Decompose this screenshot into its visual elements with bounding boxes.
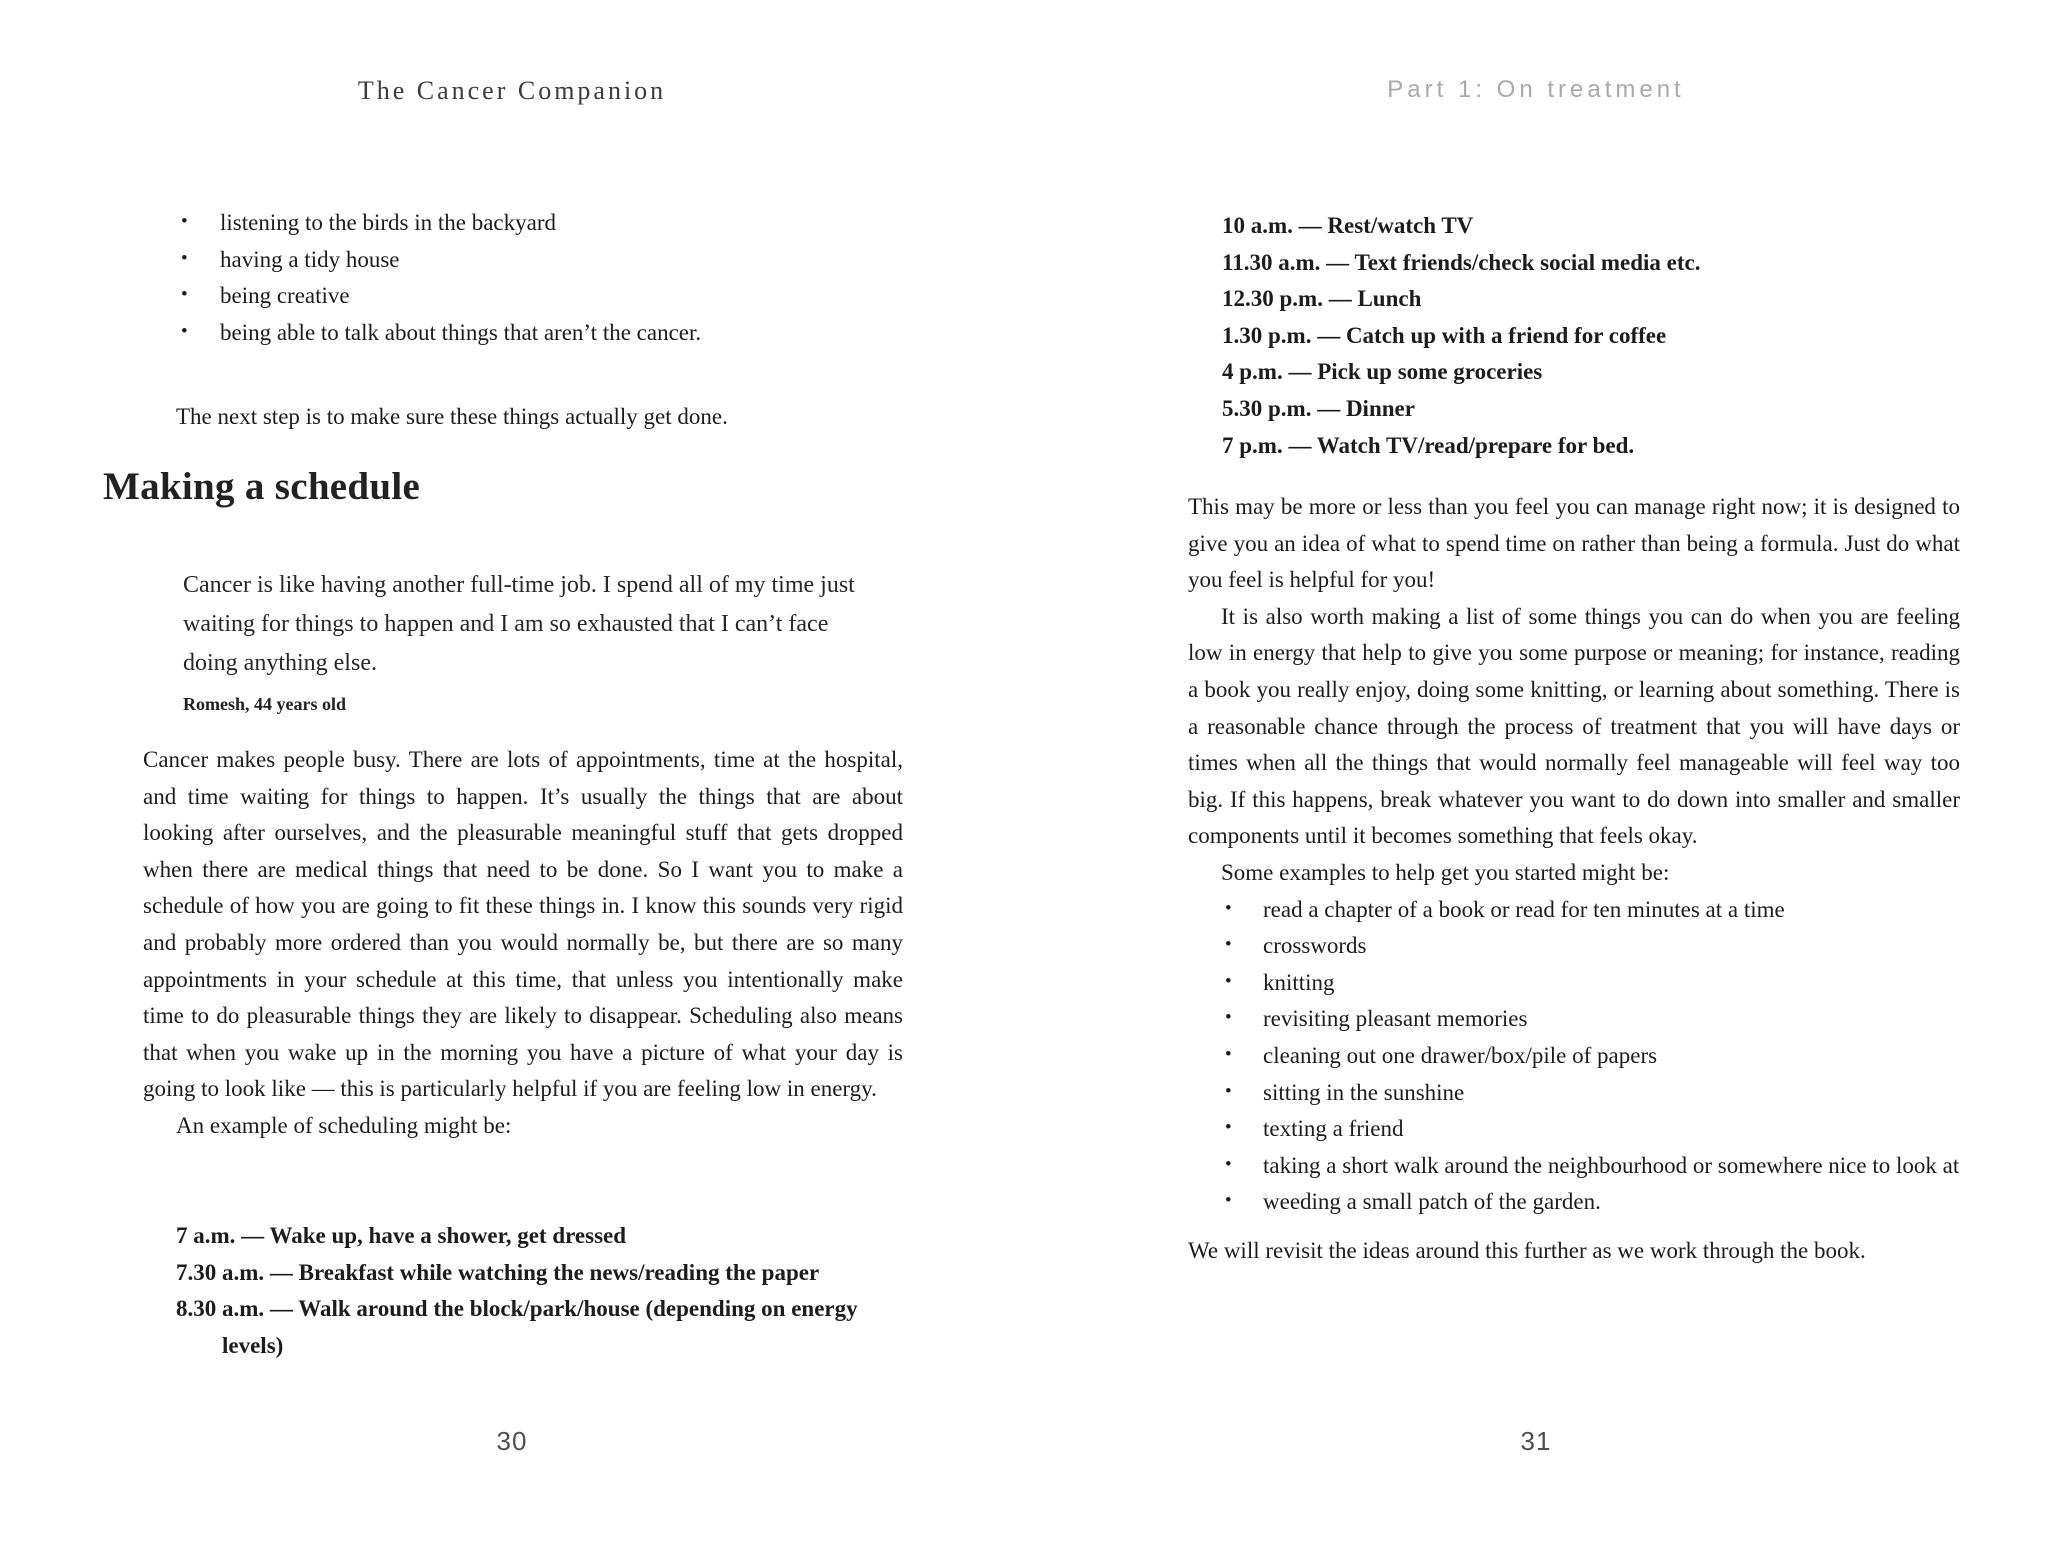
right-page xyxy=(1024,0,2048,1542)
list-item-text: taking a short walk around the neighbourhood or somewhere nice to look at xyxy=(1263,1152,1960,1178)
next-step-paragraph: The next step is to make sure these things actually get done. xyxy=(176,404,728,429)
list-item xyxy=(1188,1001,1960,1038)
list-item-text: cleaning out one drawer/box/pile of papers xyxy=(1263,1042,1658,1068)
body-text-block xyxy=(143,742,903,1145)
list-item xyxy=(1188,1148,1960,1185)
page-number-right: 31 xyxy=(1520,1426,1552,1456)
list-item-text: knitting xyxy=(1263,969,1335,995)
list-item xyxy=(143,278,903,315)
bullet-icon: • xyxy=(1225,1080,1232,1102)
schedule-item: 7 a.m. — Wake up, have a shower, get dressed xyxy=(176,1223,627,1248)
bullet-icon: • xyxy=(1225,1153,1232,1175)
bullet-icon: • xyxy=(181,284,188,306)
body-paragraph: Cancer makes people busy. There are lots of appointments, time at the hospital, and time waiting for things to happen. It’s usually the things that are about looking after ourselves, and the pleasurable meaningful stuff that gets dropped when there are medical things that need to be done. So I want you to make a schedule of how you are going to fit these things in. I know this sounds very rigid and probably more ordered than you would normally be, but there are so many appointments in your schedule at this time, that unless you intentionally make time to do pleasurable things they are likely to disappear. Scheduling also means that when you wake up in the morning you have a picture of what your day is going to look like — this is particularly helpful if you are feeling low in energy. xyxy=(143,747,903,1102)
list-item-text: revisiting pleasant memories xyxy=(1263,1006,1528,1032)
schedule-item: 11.30 a.m. — Text friends/check social media etc. xyxy=(1222,249,1701,275)
list-item-text: texting a friend xyxy=(1263,1116,1404,1142)
schedule-item: 7.30 a.m. — Breakfast while watching the news/reading the paper xyxy=(176,1259,820,1285)
schedule-item: 10 a.m. — Rest/watch TV xyxy=(1222,213,1474,238)
schedule-item: 1.30 p.m. — Catch up with a friend for coffee xyxy=(1222,322,1667,348)
list-item-text: read a chapter of a book or read for ten minutes at a time xyxy=(1263,896,1785,922)
example-intro: An example of scheduling might be: xyxy=(176,1112,512,1138)
schedule-item: 8.30 a.m. — Walk around the block/park/house (depending on energy levels) xyxy=(176,1296,858,1358)
schedule-item: 7 p.m. — Watch TV/read/prepare for bed. xyxy=(1222,432,1635,458)
list-item-text: listening to the birds in the backyard xyxy=(220,210,556,235)
list-item-text: sitting in the sunshine xyxy=(1263,1079,1465,1105)
body-paragraph: This may be more or less than you feel you can manage right now; it is designed to give you an idea of what to spend time on rather than being a formula. Just do what you feel is helpful for you! xyxy=(1188,494,1960,593)
bullet-icon: • xyxy=(181,247,188,269)
morning-schedule-list xyxy=(176,1218,886,1364)
list-item xyxy=(1188,1075,1960,1112)
list-item xyxy=(1188,928,1960,965)
list-item xyxy=(1188,965,1960,1002)
bullet-icon: • xyxy=(1225,934,1232,956)
pleasurable-things-list xyxy=(143,205,903,351)
body-paragraph: It is also worth making a list of some things you can do when you are feeling low in energy that help to give you some purpose or meaning; for instance, reading a book you really enjoy, doing some knitting, or learning about something. There is a reasonable chance through the process of treatment that you will have days or times when all the things that would normally feel manageable will feel way too big. If this happens, break whatever you want to do down into smaller and smaller components until it becomes something that feels okay. xyxy=(1188,603,1960,849)
schedule-item: 4 p.m. — Pick up some groceries xyxy=(1222,359,1543,385)
closing-paragraph: We will revisit the ideas around this further as we work through the book. xyxy=(1188,1237,1866,1263)
examples-intro: Some examples to help get you started might be: xyxy=(1221,859,1670,885)
bullet-icon: • xyxy=(1225,970,1232,992)
patient-quote: Cancer is like having another full-time job. I spend all of my time just waiting for things to happen and I am so exhausted that I can’t face doing anything else. xyxy=(183,572,855,676)
page-number-left: 30 xyxy=(496,1426,528,1456)
list-item xyxy=(143,315,903,352)
list-item-text: being creative xyxy=(220,283,350,309)
bullet-icon: • xyxy=(1225,1117,1232,1139)
schedule-item: 5.30 p.m. — Dinner xyxy=(1222,395,1415,421)
list-item xyxy=(1188,892,1960,929)
examples-list xyxy=(1188,892,1960,1221)
list-item xyxy=(1188,1111,1960,1148)
running-header-left: The Cancer Companion xyxy=(357,76,667,105)
section-heading: Making a schedule xyxy=(103,465,421,508)
list-item-text: being able to talk about things that aren’t the cancer. xyxy=(220,319,702,345)
day-schedule-list xyxy=(1222,208,1959,464)
running-header-right: Part 1: On treatment xyxy=(1387,76,1685,103)
bullet-icon: • xyxy=(181,320,188,342)
quote-attribution: Romesh, 44 years old xyxy=(183,694,346,714)
list-item xyxy=(143,205,903,242)
list-item-text: having a tidy house xyxy=(220,246,400,272)
bullet-icon: • xyxy=(181,211,188,232)
body-text-block xyxy=(1188,489,1960,1269)
list-item-text: weeding a small patch of the garden. xyxy=(1263,1189,1601,1215)
list-item xyxy=(1188,1184,1960,1221)
list-item-text: crosswords xyxy=(1263,933,1367,959)
bullet-icon: • xyxy=(1225,1190,1232,1212)
schedule-item: 12.30 p.m. — Lunch xyxy=(1222,286,1422,312)
list-item xyxy=(1188,1038,1960,1075)
bullet-icon: • xyxy=(1225,1007,1232,1029)
list-item xyxy=(143,242,903,279)
bullet-icon: • xyxy=(1225,1043,1232,1065)
bullet-icon: • xyxy=(1225,897,1232,919)
